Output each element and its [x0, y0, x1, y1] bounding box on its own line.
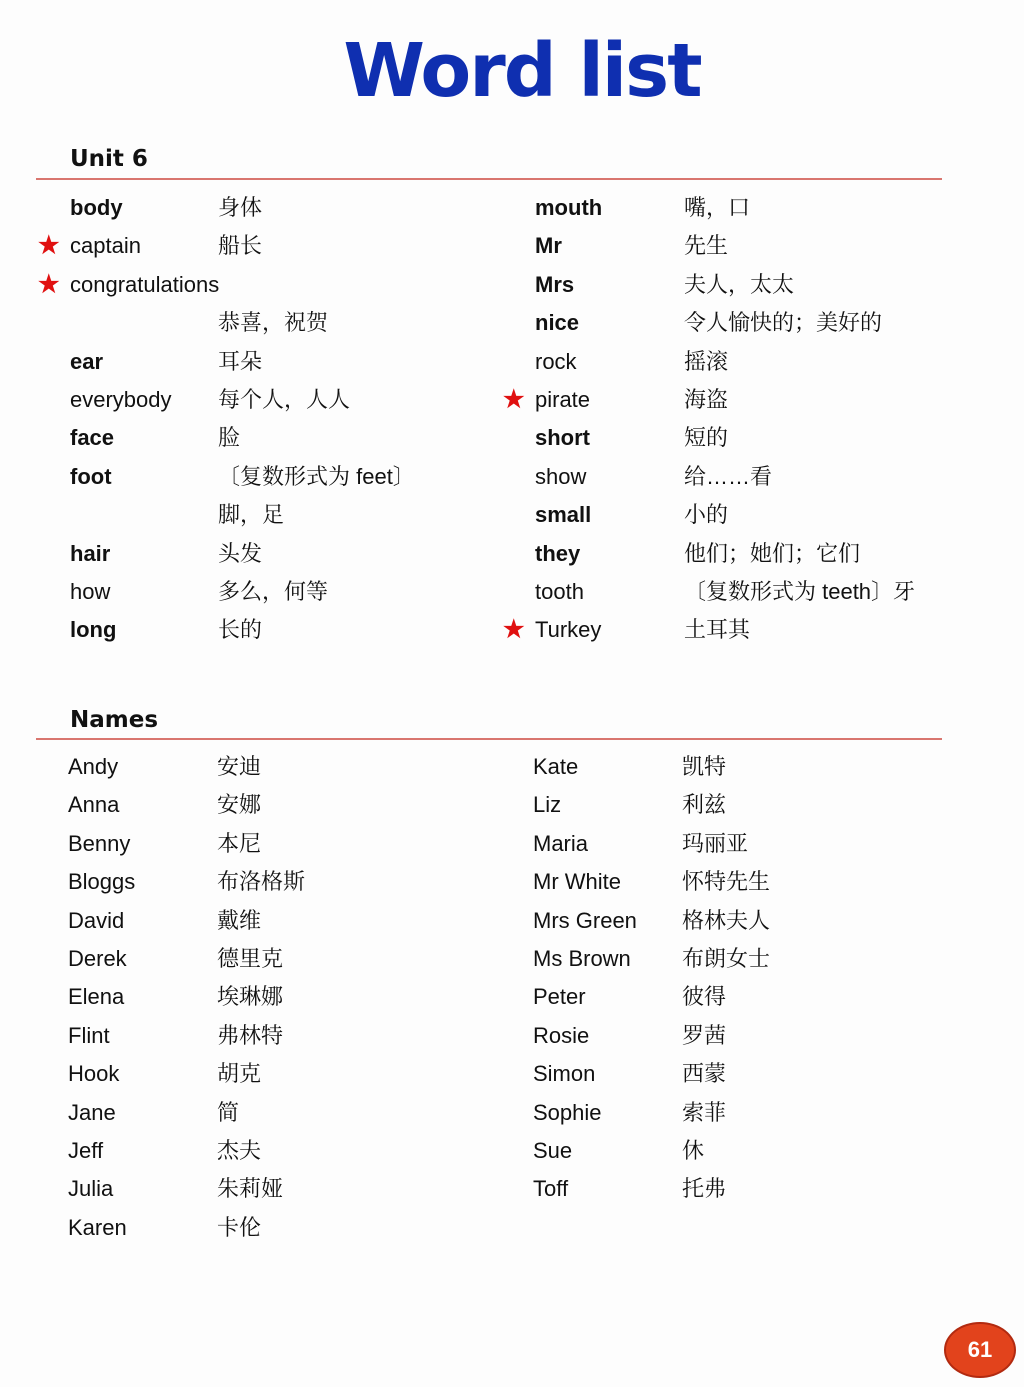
word-entry	[0, 1174, 1024, 1204]
english-word: Hook	[68, 1061, 120, 1087]
english-word: Sophie	[533, 1099, 602, 1125]
english-word: Sue	[533, 1138, 573, 1163]
english-word: Mrs Green	[533, 907, 637, 933]
english-word: short	[535, 425, 590, 451]
word-entry	[0, 829, 1024, 859]
chinese-meaning: 索菲	[682, 1099, 727, 1125]
word-entry	[0, 1098, 1024, 1128]
chinese-meaning: 脚，足	[218, 502, 285, 528]
english-word: Bloggs	[68, 869, 136, 895]
chinese-meaning: 埃琳娜	[217, 984, 284, 1010]
chinese-meaning: 先生	[684, 233, 729, 259]
english-word: face	[70, 425, 115, 451]
english-word: nice	[535, 310, 580, 336]
english-word: Benny	[68, 830, 131, 856]
english-word: ear	[70, 348, 104, 374]
word-entry	[0, 193, 1024, 223]
english-word: Flint	[68, 1022, 110, 1048]
word-entry	[0, 500, 1024, 530]
chinese-meaning: 脸	[218, 425, 241, 451]
chinese-meaning: 安娜	[217, 792, 262, 818]
english-word: Mrs	[535, 271, 575, 297]
word-entry	[0, 347, 1024, 377]
chinese-meaning: 利兹	[682, 792, 727, 818]
chinese-meaning: 戴维	[217, 907, 262, 933]
star-icon: ★	[503, 616, 525, 644]
english-word: body	[70, 195, 123, 220]
english-word: Simon	[533, 1061, 596, 1087]
word-entry	[0, 906, 1024, 936]
english-word: David	[68, 907, 125, 933]
word-entry	[0, 790, 1024, 820]
english-word: congratulations	[70, 271, 220, 297]
english-word: Rosie	[533, 1022, 590, 1048]
page-number: 61	[944, 1322, 1016, 1378]
chinese-meaning: 玛丽亚	[682, 830, 749, 856]
chinese-meaning: 彼得	[682, 984, 727, 1010]
english-word: pirate	[535, 387, 591, 412]
chinese-meaning: 布朗女士	[682, 946, 771, 971]
english-word: mouth	[535, 195, 603, 220]
unit-divider	[36, 178, 942, 180]
chinese-meaning: 简	[217, 1099, 240, 1125]
chinese-meaning: 短的	[684, 425, 729, 451]
chinese-meaning: 西蒙	[682, 1061, 727, 1087]
word-entry	[0, 615, 1024, 645]
chinese-meaning: 布洛格斯	[217, 869, 306, 895]
chinese-meaning: 怀特先生	[682, 869, 771, 895]
chinese-meaning: 托弗	[682, 1176, 727, 1202]
english-word: rock	[535, 348, 577, 374]
word-entry	[0, 944, 1024, 974]
chinese-meaning: 安迪	[217, 754, 262, 779]
english-word: small	[535, 502, 592, 528]
english-word: Mr White	[533, 869, 621, 895]
chinese-meaning: 长的	[218, 617, 263, 643]
word-entry	[0, 308, 1024, 338]
chinese-meaning: 恭喜，祝贺	[218, 310, 329, 336]
english-word: show	[535, 463, 587, 489]
chinese-meaning: 每个人，人人	[218, 387, 351, 412]
chinese-meaning: 多么，何等	[218, 579, 329, 604]
chinese-meaning: 小的	[684, 502, 729, 528]
word-entry	[0, 1213, 1024, 1243]
english-word: hair	[70, 540, 111, 566]
english-word: how	[70, 579, 111, 604]
english-word: Ms Brown	[533, 946, 631, 971]
chinese-meaning: 朱莉娅	[217, 1176, 284, 1202]
english-word: Liz	[533, 792, 562, 818]
english-word: foot	[70, 463, 112, 489]
chinese-meaning: 土耳其	[684, 617, 751, 643]
english-word: Maria	[533, 830, 589, 856]
english-word: Mr	[535, 233, 562, 259]
chinese-meaning: 他们；她们；它们	[684, 540, 861, 566]
english-word: Julia	[68, 1176, 114, 1202]
chinese-meaning: 弗林特	[217, 1022, 284, 1048]
names-divider	[36, 738, 942, 740]
chinese-meaning: 摇滚	[684, 348, 729, 374]
word-entry	[0, 1059, 1024, 1089]
english-word: captain	[70, 233, 141, 259]
chinese-meaning: 本尼	[217, 830, 262, 856]
english-word: long	[70, 617, 117, 643]
english-word: Derek	[68, 946, 127, 971]
english-word: Peter	[533, 984, 586, 1010]
star-icon: ★	[38, 270, 60, 298]
english-word: Anna	[68, 792, 120, 818]
star-icon: ★	[38, 232, 60, 260]
word-entry	[0, 385, 1024, 415]
english-word: they	[535, 540, 581, 566]
chinese-meaning: 〔复数形式为 feet〕	[218, 463, 415, 489]
chinese-meaning: 耳朵	[218, 348, 263, 374]
page-title: Word list	[343, 28, 701, 114]
word-entry	[0, 1136, 1024, 1166]
chinese-meaning: 令人愉快的；美好的	[684, 310, 883, 336]
word-entry	[0, 231, 1024, 261]
chinese-meaning: 嘴，口	[684, 195, 751, 220]
english-word: Turkey	[535, 617, 602, 643]
word-entry	[0, 867, 1024, 897]
chinese-meaning: 头发	[218, 540, 263, 566]
word-entry	[0, 270, 1024, 300]
english-word: tooth	[535, 579, 584, 604]
chinese-meaning: 船长	[218, 233, 263, 259]
word-entry	[0, 577, 1024, 607]
chinese-meaning: 休	[682, 1138, 705, 1163]
chinese-meaning: 杰夫	[217, 1138, 262, 1163]
chinese-meaning: 格林夫人	[682, 907, 771, 933]
english-word: everybody	[70, 387, 172, 412]
word-entry	[0, 462, 1024, 492]
chinese-meaning: 夫人，太太	[684, 271, 795, 297]
chinese-meaning: 〔复数形式为 teeth〕牙	[684, 579, 916, 604]
chinese-meaning: 身体	[218, 195, 263, 220]
word-entry	[0, 752, 1024, 782]
chinese-meaning: 罗茜	[682, 1022, 727, 1048]
star-icon: ★	[503, 386, 525, 413]
word-entry	[0, 539, 1024, 569]
chinese-meaning: 卡伦	[217, 1214, 262, 1240]
chinese-meaning: 给……看	[684, 463, 773, 489]
names-heading: Names	[70, 707, 159, 733]
word-entry	[0, 423, 1024, 453]
english-word: Karen	[68, 1214, 127, 1240]
chinese-meaning: 海盗	[684, 387, 729, 412]
english-word: Jeff	[68, 1138, 104, 1163]
word-entry	[0, 1021, 1024, 1051]
chinese-meaning: 凯特	[682, 754, 727, 779]
english-word: Toff	[533, 1176, 569, 1202]
english-word: Elena	[68, 984, 125, 1010]
chinese-meaning: 德里克	[217, 946, 284, 971]
unit-heading: Unit 6	[70, 146, 148, 172]
english-word: Jane	[68, 1099, 116, 1125]
chinese-meaning: 胡克	[217, 1061, 262, 1087]
english-word: Andy	[68, 754, 119, 779]
word-entry	[0, 982, 1024, 1012]
english-word: Kate	[533, 754, 579, 779]
